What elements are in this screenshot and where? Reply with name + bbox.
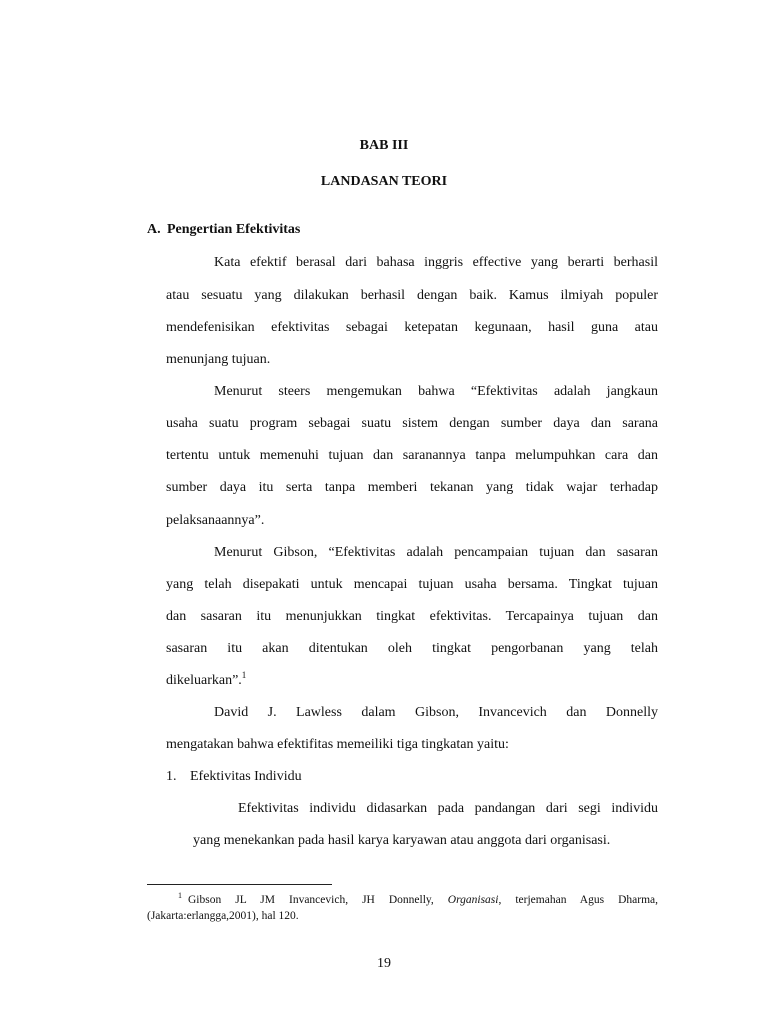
footnote-marker[interactable]: 1	[241, 670, 247, 680]
paragraph-line: sumber daya itu serta tanpa memberi tekanan yang tidak wajar terhadap	[166, 480, 658, 495]
paragraph-line: usaha suatu program sebagai suatu sistem dengan sumber daya dan sarana	[166, 416, 658, 431]
paragraph-line: atau sesuatu yang dilakukan berhasil dengan baik. Kamus ilmiyah populer	[166, 288, 658, 303]
chapter-title: LANDASAN TEORI	[320, 174, 448, 189]
chapter-heading: BAB III	[359, 138, 409, 153]
footnote-line: (Jakarta:erlangga,2001), hal 120.	[147, 910, 299, 922]
paragraph-line: yang telah disepakati untuk mencapai tujuan usaha bersama. Tingkat tujuan	[166, 577, 658, 592]
paragraph-line: David J. Lawless dalam Gibson, Invancevich dan Donnelly	[214, 705, 658, 720]
footnote-text: Gibson JL JM Invancevich, JH Donnelly,	[188, 894, 448, 906]
paragraph-line: Menurut steers mengemukan bahwa “Efektivitas adalah jangkaun	[214, 384, 658, 399]
list-item-heading	[166, 768, 302, 786]
section-title: Pengertian Efektivitas	[167, 222, 301, 237]
paragraph-line: Menurut Gibson, “Efektivitas adalah pencampaian tujuan dan sasaran	[214, 545, 658, 560]
paragraph-line-text: dikeluarkan”.	[166, 673, 242, 688]
paragraph-line: Kata efektif berasal dari bahasa inggris effective yang berarti berhasil	[214, 255, 658, 270]
paragraph-line: mendefenisikan efektivitas sebagai ketepatan kegunaan, hasil guna atau	[166, 320, 658, 335]
footnote-text: , terjemahan Agus Dharma,	[498, 894, 658, 906]
section-number: A.	[147, 222, 161, 237]
paragraph-line: dan sasaran itu menunjukkan tingkat efektivitas. Tercapainya tujuan dan	[166, 609, 658, 624]
list-item-label: Efektivitas Individu	[190, 769, 302, 784]
paragraph-line: mengatakan bahwa efektifitas memeiliki tiga tingkatan yaitu:	[166, 737, 509, 752]
paragraph-line: menunjang tujuan.	[166, 352, 271, 367]
paragraph-line: sasaran itu akan ditentukan oleh tingkat pengorbanan yang telah	[166, 641, 658, 656]
paragraph-line: pelaksanaannya”.	[166, 513, 265, 528]
list-item-number: 1.	[166, 769, 177, 784]
paragraph-line: yang menekankan pada hasil karya karyawan atau anggota dari organisasi.	[193, 833, 611, 848]
paragraph-line: Efektivitas individu didasarkan pada pandangan dari segi individu	[238, 801, 658, 816]
footnote-divider	[147, 884, 332, 885]
section-heading	[147, 222, 300, 238]
footnote-line	[178, 893, 658, 908]
paragraph-line: tertentu untuk memenuhi tujuan dan saranannya tanpa melumpuhkan cara dan	[166, 448, 658, 463]
footnote-book-title: Organisasi	[447, 894, 499, 906]
page-number: 19	[377, 956, 391, 971]
footnote-number: 1	[178, 891, 182, 900]
paragraph-line	[166, 672, 658, 690]
